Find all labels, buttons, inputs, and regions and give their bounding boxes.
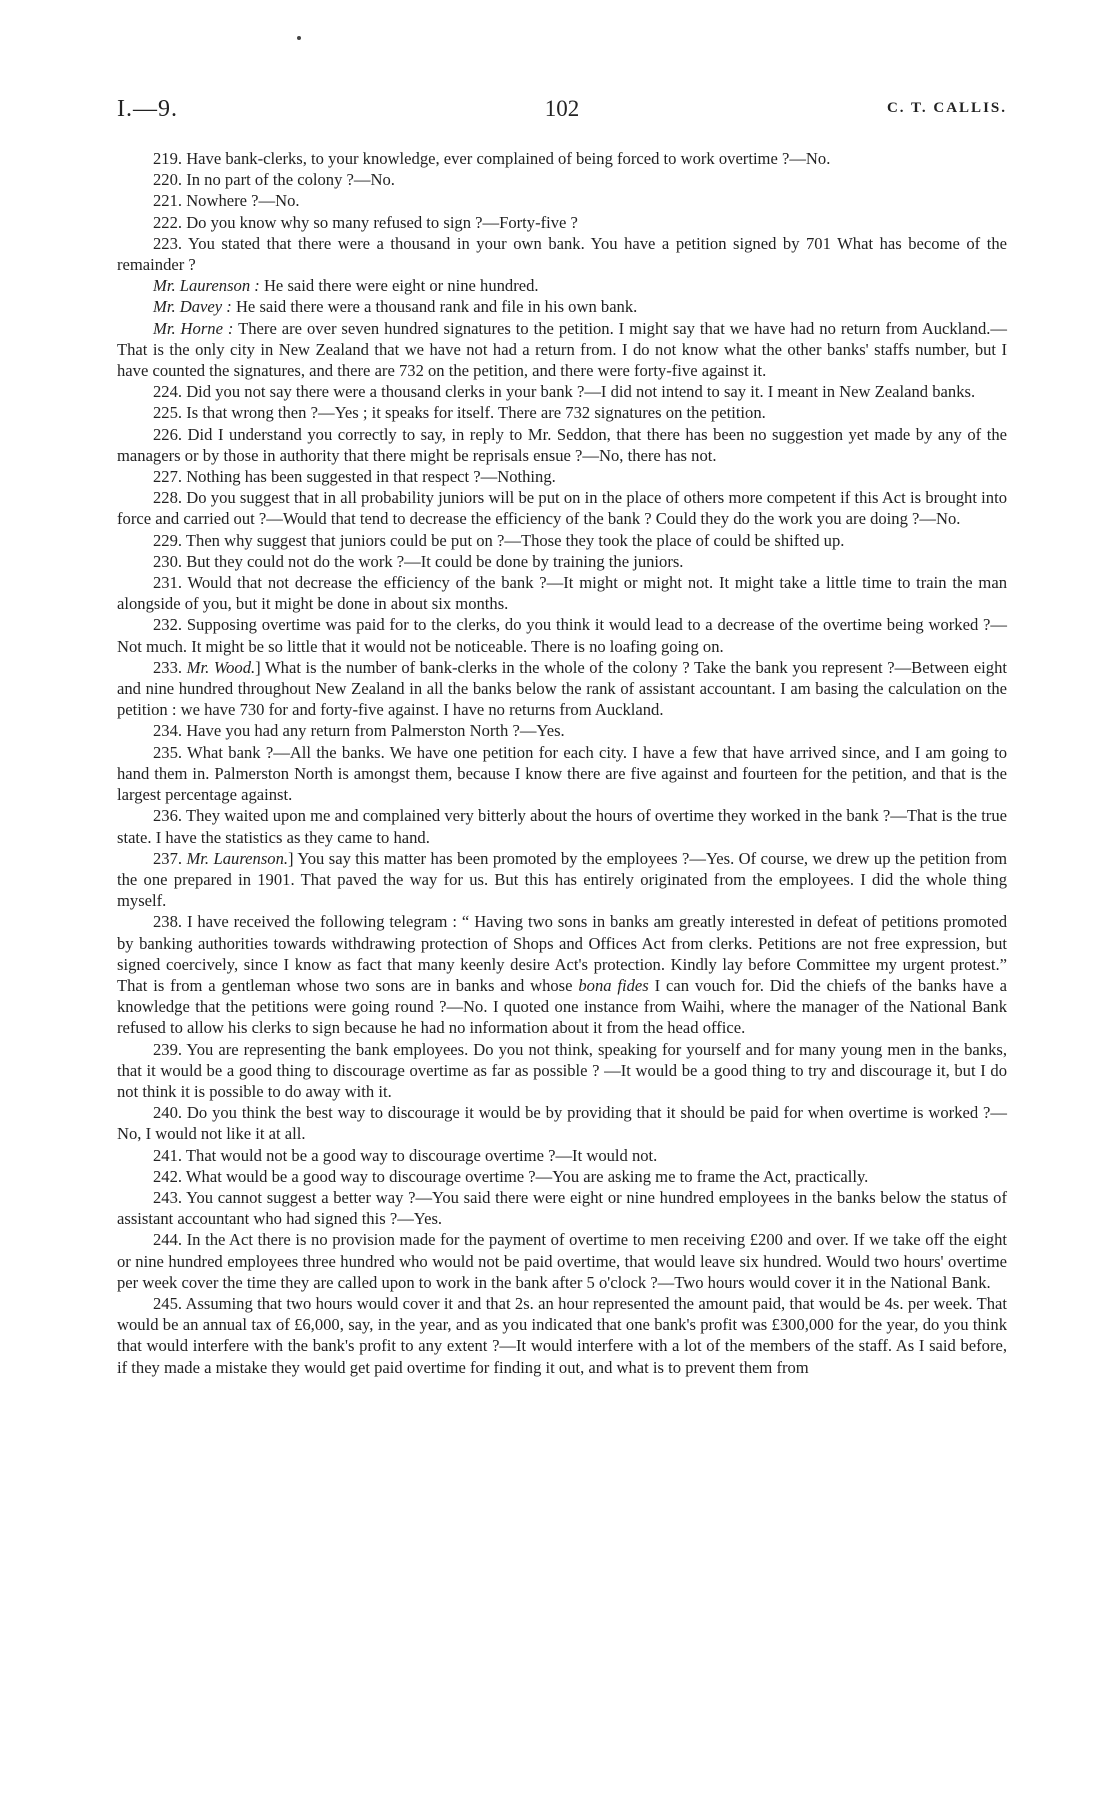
speaker-name: Mr. Laurenson. [186,848,289,868]
testimony-paragraph [117,1229,1007,1293]
testimony-paragraph [117,1039,1007,1103]
testimony-paragraph [117,530,1007,551]
paragraph-text: ] You say this matter has been promoted by the employees ?—Yes. Of course, we drew up the petition from the one prepared in 1901. That paved the way for us. But this has entirely originated from the employees. I did the whole thing myself. [117,848,1008,911]
paragraph-text: 230. But they could not do the work ?—It could be done by training the juniors. [153,551,684,571]
paragraph-text: 220. In no part of the colony ?—No. [153,170,395,190]
testimony-paragraph [117,466,1007,487]
paragraph-text: 241. That would not be a good way to discourage overtime ?—It would not. [153,1145,658,1165]
paragraph-text: 224. Did you not say there were a thousand clerks in your bank ?—I did not intend to say it. I meant in New Zealand banks. [153,382,976,402]
speaker-name: bona fides [578,975,649,995]
witness-name: C. T. CALLIS. [886,100,1007,116]
paragraph-text: 227. Nothing has been suggested in that respect ?—Nothing. [153,467,556,487]
testimony-paragraph [117,190,1007,211]
paragraph-text: He said there were eight or nine hundred. [259,276,539,296]
testimony-paragraph [117,1166,1007,1187]
testimony-paragraph [117,805,1007,847]
paragraph-text: He said there were a thousand rank and file in his own bank. [231,297,638,317]
paragraph-text: 233. [153,657,187,677]
paper-reference: I.—9. [117,96,178,122]
paragraph-text: 235. What bank ?—All the banks. We have one petition for each city. I have a few that have arrived since, and I am going to hand them in. Palmerston North is amongst them, because I know there are five against and fourteen for the petition, and that is the largest percentage against. [117,742,1007,805]
paragraph-text: I can vouch for. Did the chiefs of the banks have a knowledge that the petitions were going round ?—No. I quoted one instance from Waihi, where the manager of the National Bank refused to allow his clerks to sign because he had no information about it from the head office. [117,975,1007,1038]
testimony-paragraph [117,720,1007,741]
testimony-paragraph [117,911,1007,1038]
paragraph-text: 222. Do you know why so many refused to sign ?—Forty-five ? [153,212,578,232]
testimony-paragraph [117,614,1007,656]
paragraph-text: 225. Is that wrong then ?—Yes ; it speaks for itself. There are 732 signatures on the petition. [153,403,766,423]
testimony-paragraph [117,551,1007,572]
testimony-paragraph [117,572,1007,614]
speaker-name: Mr. Wood. [186,657,256,677]
paragraph-text: 231. Would that not decrease the efficiency of the bank ?—It might or might not. It might take a little time to train the man alongside of you, but it might be done in about six months. [117,573,1007,614]
speaker-name: Mr. Davey : [153,297,232,317]
paragraph-text: There are over seven hundred signatures to the petition. I might say that we have had no return from Auckland.—That is the only city in New Zealand that we have not had a return from. I do not know what the other banks' staffs number, but I have counted the signatures, and there are 732 on the petition, and there were forty-five against it. [117,318,1007,381]
testimony-paragraph [117,148,1007,169]
paragraph-text: 240. Do you think the best way to discourage it would be by providing that it should be paid for when overtime is worked ?—No, I would not like it at all. [117,1103,1007,1144]
testimony-paragraph [117,1102,1007,1144]
paragraph-text: 232. Supposing overtime was paid for to the clerks, do you think it would lead to a decrease of the overtime being worked ?—Not much. It might be so little that it would not be noticeable. There is no loafing going on. [117,615,1007,656]
paragraph-text: 239. You are representing the bank employees. Do you not think, speaking for yourself and for many young men in the banks, that it would be a good thing to discourage overtime as far as possible ? —It would be a good thing to try and discourage it, but I do not think it is possible to do away with it. [117,1039,1007,1101]
testimony-paragraph [117,424,1007,466]
page-number: 102 [544,96,580,121]
testimony-paragraph [117,487,1007,529]
paragraph-text: 238. I have received the following telegram : “ Having two sons in banks am greatly interested in defeat of petitions promoted by banking authorities towards withdrawing protection of Shops and Offices Act from clerks. Petitions are not free expression, but signed coercively, since I know as fact that many keenly desire Act's protection. Kindly lay before Committee my urgent protest.” That is from a gentleman whose two sons are in banks and whose [117,912,1007,995]
testimony-paragraph [117,212,1007,233]
testimony-paragraph [117,275,1007,296]
paragraph-text: 219. Have bank-clerks, to your knowledge, ever complained of being forced to work overtime ?—No. [153,149,831,168]
testimony-body [117,148,1007,1378]
testimony-paragraph [117,318,1007,382]
paragraph-text: 234. Have you had any return from Palmerston North ?—Yes. [153,721,565,741]
testimony-paragraph [117,233,1007,275]
paragraph-text: 244. In the Act there is no provision made for the payment of overtime to men receiving £200 and over. If we take off the eight or nine hundred employees three hundred who would not be paid overtime, that would leave six hundred. Would two hours' overtime per week cover the time they are called upon to work in the bank after 5 o'clock ?—Two hours would cover it in the National Bank. [117,1230,1007,1292]
testimony-paragraph [117,169,1007,190]
testimony-paragraph [117,657,1007,721]
testimony-paragraph [117,296,1007,317]
paragraph-text: 223. You stated that there were a thousand in your own bank. You have a petition signed by 701 What has become of the remainder ? [117,233,1007,275]
paragraph-text: 226. Did I understand you correctly to say, in reply to Mr. Seddon, that there has been no suggestion yet made by any of the managers or by those in authority that there might be reprisals ensue ?—No, there has not. [117,424,1007,465]
testimony-paragraph [117,848,1007,912]
testimony-paragraph [117,1187,1007,1229]
ink-speck [297,36,301,40]
paragraph-text: 221. Nowhere ?—No. [153,191,300,211]
paragraph-text: ] What is the number of bank-clerks in the whole of the colony ? Take the bank you represent ?—Between eight and nine hundred throughout New Zealand in all the banks below the rank of assistant accountant. I am basing the calculation on the petition : we have 730 for and forty-five against. I have no returns from Auckland. [117,657,1007,720]
paragraph-text: 245. Assuming that two hours would cover it and that 2s. an hour represented the amount paid, that would be 4s. per week. That would be an annual tax of £6,000, say, in the year, and as you indicated that one bank's profit was £300,000 for the year, do you think that would interfere with the bank's profit to any extent ?—It would interfere with a lot of the members of the staff. As I said before, if they made a mistake they would get paid overtime for finding it out, and what is to prevent them from [117,1293,1007,1377]
testimony-paragraph [117,1293,1007,1378]
testimony-paragraph [117,402,1007,423]
paragraph-text: 237. [153,848,187,868]
testimony-paragraph [117,742,1007,806]
paragraph-text: 243. You cannot suggest a better way ?—You said there were eight or nine hundred employees in the banks below the status of assistant accountant who had signed this ?—Yes. [117,1187,1007,1229]
paragraph-text: 236. They waited upon me and complained very bitterly about the hours of overtime they worked in the bank ?—That is the true state. I have the statistics as they came to hand. [117,806,1007,847]
paragraph-text: 242. What would be a good way to discourage overtime ?—You are asking me to frame the Act, practically. [153,1166,869,1186]
testimony-paragraph [117,381,1007,402]
paragraph-text: 229. Then why suggest that juniors could be put on ?—Those they took the place of could be shifted up. [153,530,845,550]
paragraph-text: 228. Do you suggest that in all probability juniors will be put on in the place of others more competent if this Act is brought into force and carried out ?—Would that tend to decrease the efficiency of the bank ? Could they do the work you are doing ?—No. [117,488,1007,529]
speaker-name: Mr. Horne : [153,318,234,338]
page-header [117,96,1007,128]
speaker-name: Mr. Laurenson : [153,276,260,296]
testimony-paragraph [117,1145,1007,1166]
